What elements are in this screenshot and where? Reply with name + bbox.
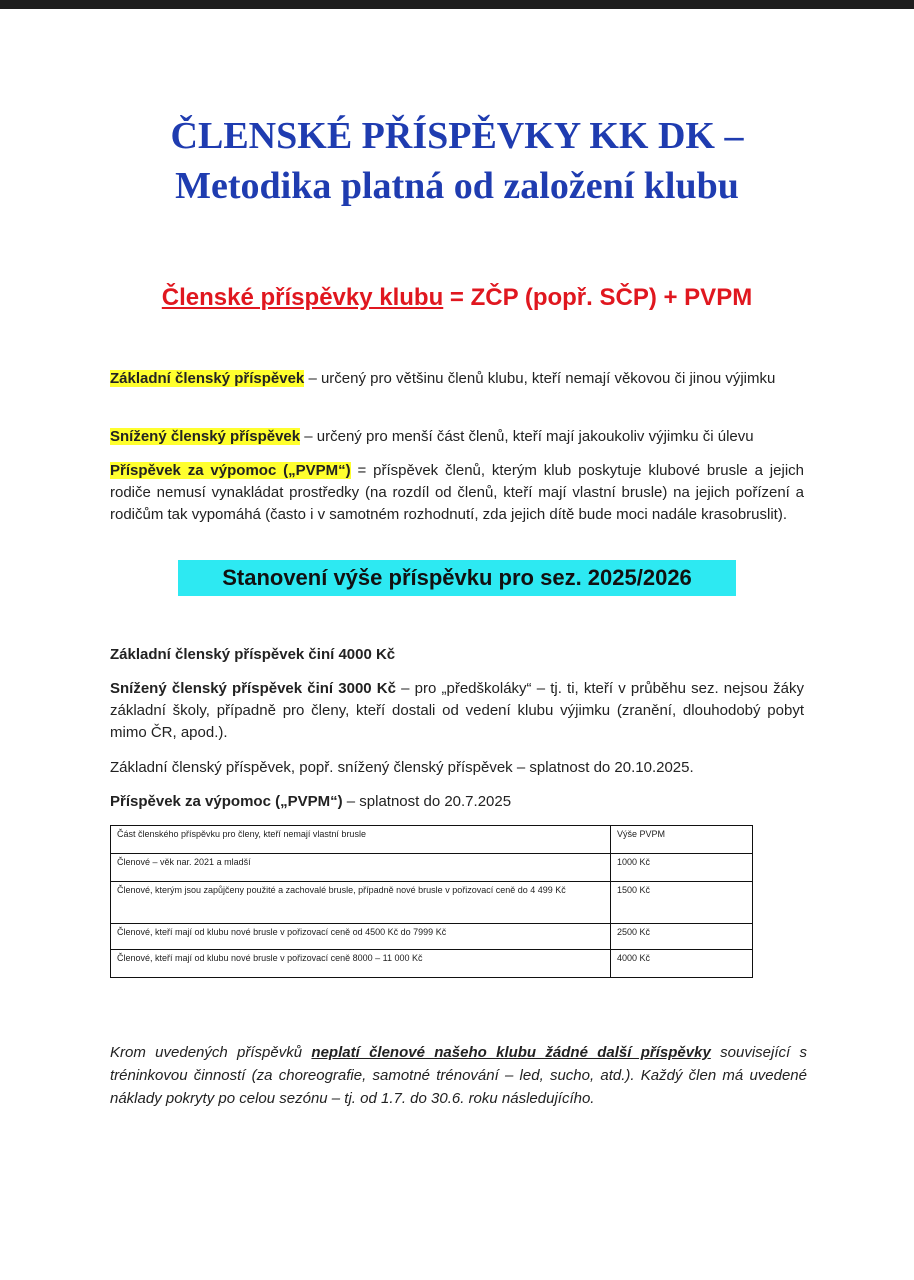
document-title-line-2: Metodika platná od založení klubu [175,165,739,207]
definition-text: = příspěvek členů, kterým klub poskytuje klubové brusle a jejich rodiče nemusí vynakládat prostředky (na rozdíl od členů, kteří mají vlastní brusle) na jejich pořízení a rodičům tak vypomáhá (často i v samotném rozhodnutí, zda jejich dítě bude moci nadále krasobruslit). [110,462,804,523]
top-status-bar [0,0,914,9]
pvpm-due-date [110,791,804,813]
table-row [111,882,753,924]
table-header-cell: Výše PVPM [611,826,753,854]
table-cell: Členové – věk nar. 2021 a mladší [111,854,611,882]
closing-note [110,1041,807,1110]
note-pre: Krom uvedených příspěvků [110,1044,312,1061]
reduced-fee-bold: Snížený členský příspěvek činí 3000 Kč [110,680,396,697]
definition-term: Základní členský příspěvek [110,370,305,387]
table-cell: Členové, kteří mají od klubu nové brusle v pořizovací ceně od 4500 Kč do 7999 Kč [111,924,611,950]
table-cell: 2500 Kč [611,924,753,950]
pvpm-table [110,825,753,978]
table-row [111,854,753,882]
reduced-fee-text: – pro „předškoláky“ – tj. ti, kteří v průběhu sez. nejsou žáky základní školy, případně pro členy, kteří dostali od vedení klubu výjimku (zranění, dlouhodobý pobyt mimo ČR, apod.). [110,680,804,741]
fees-due-date: Základní členský příspěvek, popř. snížený členský příspěvek – splatnost do 20.10.2025. [110,759,694,776]
reduced-fee-amount [110,678,804,744]
pvpm-due-text: – splatnost do 20.7.2025 [342,793,512,810]
definition-text: – určený pro většinu členů klubu, kteří nemají věkovou či jinou výjimku [304,370,776,387]
table-cell: 1500 Kč [611,882,753,924]
subtitle-rest: = ZČP (popř. SČP) + PVPM [443,284,753,311]
section-heading: Stanovení výše příspěvku pro sez. 2025/2026 [178,560,736,596]
fee-formula-subtitle [40,284,874,312]
pvpm-due-bold: Příspěvek za výpomoc („PVPM“) [110,793,343,810]
subtitle-underlined: Členské příspěvky klubu [161,284,444,311]
table-cell: 1000 Kč [611,854,753,882]
definition-term: Snížený členský příspěvek [110,428,301,445]
table-row [111,924,753,950]
table-header-row [111,826,753,854]
definition-term: Příspěvek za výpomoc („PVPM“) [110,462,351,479]
table-cell: Členové, kterým jsou zapůjčeny použité a zachovalé brusle, případně nové brusle v pořizovací ceně do 4 499 Kč [111,882,611,924]
basic-fee-amount: Základní členský příspěvek činí 4000 Kč [110,646,396,663]
table-cell: Členové, kteří mají od klubu nové brusle v pořizovací ceně 8000 – 11 000 Kč [111,950,611,978]
table-header-cell: Část členského příspěvku pro členy, kteří nemají vlastní brusle [111,826,611,854]
definition-basic-fee [110,368,804,390]
definition-reduced-fee [110,426,804,448]
definition-pvpm [110,460,804,526]
note-post: související s tréninkovou činností (za choreografie, samotné trénování – led, sucho, atd.). Každý člen má uvedené náklady pokryty po celou sezónu – tj. od 1.7. do 30.6. roku následujícího. [110,1044,807,1107]
definition-text: – určený pro menší část členů, kteří mají jakoukoliv výjimku či úlevu [300,428,754,445]
table-row [111,950,753,978]
table-cell: 4000 Kč [611,950,753,978]
document-title-line-1: ČLENSKÉ PŘÍSPĚVKY KK DK – [170,115,744,157]
note-emphasis: neplatí členové našeho klubu žádné další příspěvky [311,1044,711,1061]
